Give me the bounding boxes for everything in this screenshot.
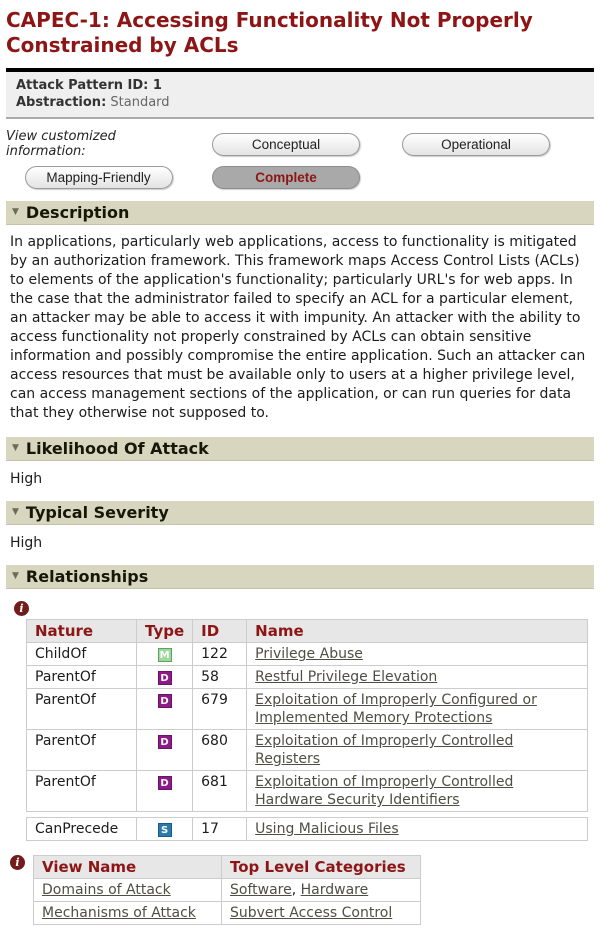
relationships-table (26, 619, 588, 841)
abstraction-label: Abstraction: (16, 95, 107, 110)
likelihood-value: High (10, 471, 43, 487)
relationship-row (27, 666, 588, 689)
view-name-link[interactable]: Domains of Attack (42, 882, 171, 898)
col-header-view-name: View Name (34, 856, 222, 879)
nature-cell: CanPrecede (27, 818, 137, 841)
view-name-link[interactable]: Mechanisms of Attack (42, 905, 196, 921)
type-cell (137, 689, 193, 730)
view-name-cell (34, 902, 222, 925)
relationship-row (27, 689, 588, 730)
type-cell (137, 666, 193, 689)
chevron-down-icon: ▼ (12, 443, 19, 453)
relationships-table-header (27, 620, 588, 643)
view-customized-bar (6, 129, 594, 189)
section-title-likelihood: Likelihood Of Attack (25, 439, 209, 458)
nature-cell: ChildOf (27, 643, 137, 666)
attack-pattern-id-label: Attack Pattern ID: (16, 78, 149, 93)
related-pattern-link[interactable]: Exploitation of Improperly Controlled Registers (255, 733, 514, 767)
views-header-row (34, 856, 421, 879)
name-cell (247, 730, 588, 771)
id-cell: 17 (193, 818, 247, 841)
name-cell (247, 771, 588, 812)
id-cell: 58 (193, 666, 247, 689)
related-pattern-link[interactable]: Using Malicious Files (255, 821, 399, 837)
views-table-body (34, 879, 421, 925)
relationship-row (27, 818, 588, 841)
nature-cell: ParentOf (27, 666, 137, 689)
view-row (34, 902, 421, 925)
top-level-categories-cell: Software, Hardware (222, 879, 421, 902)
attack-pattern-id-value: 1 (152, 78, 162, 93)
info-icon[interactable]: i (10, 855, 25, 870)
views-table-header (34, 856, 421, 879)
section-title-relationships: Relationships (25, 567, 149, 586)
nature-cell: ParentOf (27, 730, 137, 771)
attack-pattern-meta-box (6, 68, 594, 119)
section-title-description: Description (25, 203, 130, 222)
col-header-name: Name (247, 620, 588, 643)
col-header-type: Type (137, 620, 193, 643)
chevron-down-icon: ▼ (12, 507, 19, 517)
type-cell (137, 818, 193, 841)
abstraction-value: Standard (110, 95, 170, 110)
col-header-id: ID (193, 620, 247, 643)
relationships-table-body (27, 643, 588, 841)
section-header-severity[interactable] (6, 501, 594, 525)
name-cell (247, 643, 588, 666)
description-text: In applications, particularly web applications, access to functionality is mitigated by an authorization framework. This framework maps Access Control Lists (ACLs) to elements of the application's functionality; particularly URL's for web apps. In the case that the administrator failed to specify an ACL for a particular element, an attacker may be able to access it with impunity. An attacker with the ability to access functionality not properly constrained by ACLs can obtain sensitive information and possibly compromise the entire application. Such an attacker can access resources that must be available only to users at a higher privilege level, can access management sections of the application, or can run queries for data that they otherwise not supposed to. (10, 234, 586, 421)
view-row (34, 879, 421, 902)
id-cell: 122 (193, 643, 247, 666)
name-cell (247, 818, 588, 841)
nature-cell: ParentOf (27, 771, 137, 812)
chevron-down-icon: ▼ (12, 207, 19, 217)
attack-pattern-id-line (16, 77, 584, 94)
page-title: CAPEC-1: Accessing Functionality Not Properly Constrained by ACLs (6, 8, 533, 57)
nature-cell: ParentOf (27, 689, 137, 730)
id-cell: 680 (193, 730, 247, 771)
view-button-operational[interactable]: Operational (402, 133, 550, 156)
top-level-categories-cell (222, 902, 421, 925)
relationship-row (27, 730, 588, 771)
view-button-mapping-friendly[interactable]: Mapping-Friendly (25, 166, 173, 189)
type-badge-d-icon: D (158, 735, 172, 749)
col-header-top-level-categories: Top Level Categories (222, 856, 421, 879)
views-table (33, 855, 421, 925)
info-icon[interactable]: i (14, 601, 29, 616)
view-button-conceptual[interactable]: Conceptual (212, 133, 360, 156)
relationship-row (27, 771, 588, 812)
type-badge-m-icon: M (158, 648, 172, 662)
section-header-description[interactable] (6, 201, 594, 225)
related-pattern-link[interactable]: Exploitation of Improperly Controlled Hardware Security Identifiers (255, 774, 514, 808)
type-badge-s-icon: S (158, 823, 172, 837)
type-cell (137, 730, 193, 771)
related-pattern-link[interactable]: Exploitation of Improperly Configured or Implemented Memory Protections (255, 692, 537, 726)
category-link[interactable]: Software (230, 882, 292, 898)
chevron-down-icon: ▼ (12, 571, 19, 581)
view-button-complete[interactable]: Complete (212, 166, 360, 189)
type-badge-d-icon: D (158, 694, 172, 708)
category-link[interactable]: Hardware (300, 882, 369, 898)
relationships-header-row (27, 620, 588, 643)
section-header-relationships[interactable] (6, 565, 594, 589)
type-cell (137, 771, 193, 812)
relationship-row (27, 643, 588, 666)
view-name-cell (34, 879, 222, 902)
name-cell (247, 666, 588, 689)
severity-value: High (10, 535, 43, 551)
section-header-likelihood[interactable] (6, 437, 594, 461)
id-cell: 681 (193, 771, 247, 812)
name-cell (247, 689, 588, 730)
type-badge-d-icon: D (158, 671, 172, 685)
section-title-severity: Typical Severity (25, 503, 169, 522)
related-pattern-link[interactable]: Privilege Abuse (255, 646, 363, 662)
abstraction-line (16, 94, 584, 111)
col-header-nature: Nature (27, 620, 137, 643)
related-pattern-link[interactable]: Restful Privilege Elevation (255, 669, 438, 685)
category-link[interactable]: Subvert Access Control (230, 905, 393, 921)
id-cell: 679 (193, 689, 247, 730)
type-cell (137, 643, 193, 666)
views-section (10, 855, 596, 925)
type-badge-d-icon: D (158, 776, 172, 790)
view-customized-label: View customized information: (6, 129, 116, 159)
